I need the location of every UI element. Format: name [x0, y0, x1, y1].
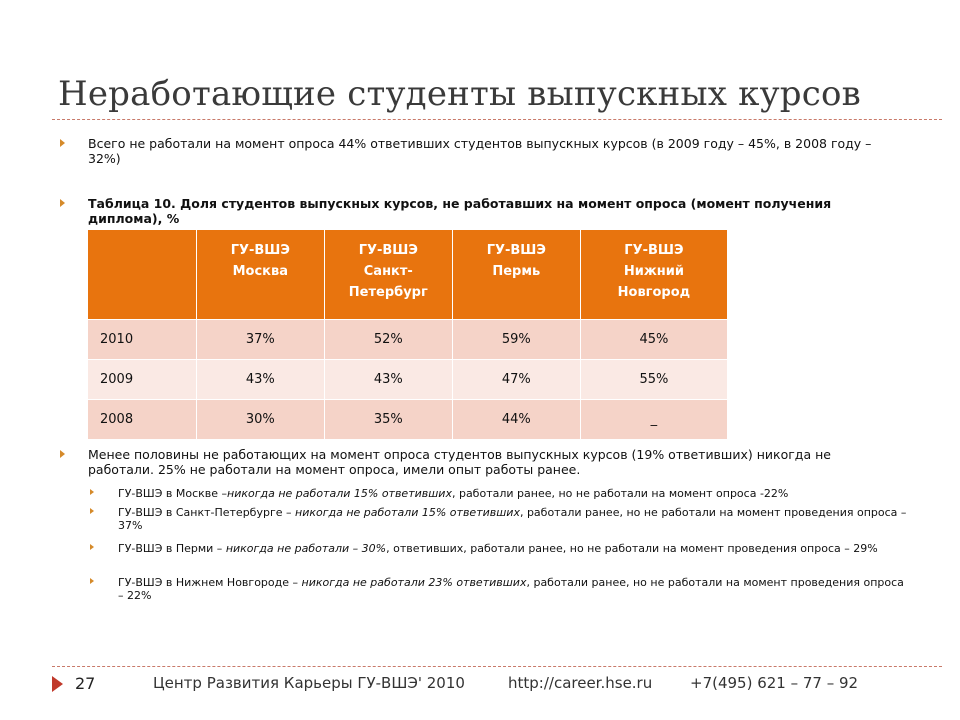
table-row: [88, 360, 728, 400]
bullet-arrow-icon: [60, 199, 65, 207]
bullet-never-worked: [60, 447, 880, 477]
text-italic: никогда не работали 15% ответивших: [227, 487, 452, 500]
table-cell: 52%: [324, 320, 452, 360]
page-number: 27: [75, 674, 96, 693]
subbullet-text: [118, 542, 910, 555]
table-header-row: [88, 230, 728, 320]
slide-title: Неработающие студенты выпускных курсов: [58, 74, 862, 114]
footer-phone: +7(495) 621 – 77 – 92: [690, 674, 859, 692]
bullet-arrow-icon: [90, 578, 94, 584]
bullet-arrow-icon: [60, 450, 65, 458]
header-line: ГУ-ВШЭ: [230, 243, 290, 258]
header-line: ГУ-ВШЭ: [486, 243, 546, 258]
text-plain: ГУ-ВШЭ в Нижнем Новгороде –: [118, 576, 302, 589]
table-cell: _: [580, 400, 727, 440]
text-plain: , работали ранее, но не работали на момент проведения опроса – 22%: [118, 576, 904, 602]
table-cell: 43%: [196, 360, 324, 400]
table-header-nn: [580, 230, 727, 320]
footer-center-name: Центр Развития Карьеры ГУ-ВШЭ' 2010: [153, 674, 465, 692]
table-cell: 55%: [580, 360, 727, 400]
table-header-spb: [324, 230, 452, 320]
text-plain: , ответивших, работали ранее, но не работали на момент проведения опроса – 29%: [386, 542, 878, 555]
subbullet-text: [118, 506, 910, 532]
data-table: [87, 229, 728, 440]
text-italic: никогда не работали 23% ответивших: [301, 576, 527, 589]
header-line: Пермь: [492, 264, 541, 279]
subbullet-nn: [90, 576, 910, 602]
header-line: ГУ-ВШЭ: [358, 243, 418, 258]
subbullet-spb: [90, 506, 910, 532]
subbullet-text: [118, 576, 910, 602]
subbullet-moscow: [90, 487, 910, 500]
table-cell: 30%: [196, 400, 324, 440]
header-line: Санкт-: [363, 264, 413, 279]
bottom-divider: [52, 666, 942, 667]
bullet-table-caption: [60, 196, 890, 226]
bullet-arrow-icon: [90, 508, 94, 514]
bullet-arrow-icon: [90, 544, 94, 550]
subbullet-perm: [90, 542, 910, 555]
top-divider: [52, 119, 942, 120]
header-line: Нижний: [623, 264, 684, 279]
table-cell: 35%: [324, 400, 452, 440]
text-plain: ГУ-ВШЭ в Санкт-Петербурге –: [118, 506, 295, 519]
text-italic: никогда не работали – 30%: [225, 542, 387, 555]
table-cell: 37%: [196, 320, 324, 360]
text-plain: , работали ранее, но не работали на момент проведения опроса – 37%: [118, 506, 907, 532]
table-cell: 45%: [580, 320, 727, 360]
header-line: Петербург: [348, 285, 428, 300]
table-row: [88, 400, 728, 440]
bullet-text: Всего не работали на момент опроса 44% ответивших студентов выпускных курсов (в 2009 году – 45%, в 2008 году – 32%): [88, 136, 872, 166]
subbullet-text: [118, 487, 910, 500]
text-plain: ГУ-ВШЭ в Москве –: [118, 487, 228, 500]
header-line: Москва: [232, 264, 288, 279]
table-cell: 44%: [452, 400, 580, 440]
table-cell-year: 2008: [88, 400, 197, 440]
table-header-moscow: [196, 230, 324, 320]
text-plain: , работали ранее, но не работали на момент опроса -22%: [451, 487, 789, 500]
bullet-arrow-icon: [60, 139, 65, 147]
table-caption: Таблица 10. Доля студентов выпускных курсов, не работавших на момент опроса (момент получения диплома), %: [88, 196, 832, 226]
text-italic: никогда не работали 15% ответивших: [295, 506, 520, 519]
table-cell: 47%: [452, 360, 580, 400]
text-plain: ГУ-ВШЭ в Перми –: [118, 542, 226, 555]
header-line: Новгород: [617, 285, 691, 300]
table-row: [88, 320, 728, 360]
header-line: ГУ-ВШЭ: [624, 243, 684, 258]
bullet-total-not-working: [60, 136, 890, 166]
footer-marker-icon: [52, 676, 63, 692]
table-cell: 43%: [324, 360, 452, 400]
footer-url[interactable]: http://career.hse.ru: [508, 674, 653, 692]
table-cell-year: 2009: [88, 360, 197, 400]
table-header-perm: [452, 230, 580, 320]
bullet-text: Менее половины не работающих на момент опроса студентов выпускных курсов (19% ответивших) никогда не работали. 25% не работали на момент опроса, имели опыт работы ранее.: [88, 447, 831, 477]
table-header-empty: [88, 230, 197, 320]
table-cell: 59%: [452, 320, 580, 360]
bullet-arrow-icon: [90, 489, 94, 495]
table-cell-year: 2010: [88, 320, 197, 360]
